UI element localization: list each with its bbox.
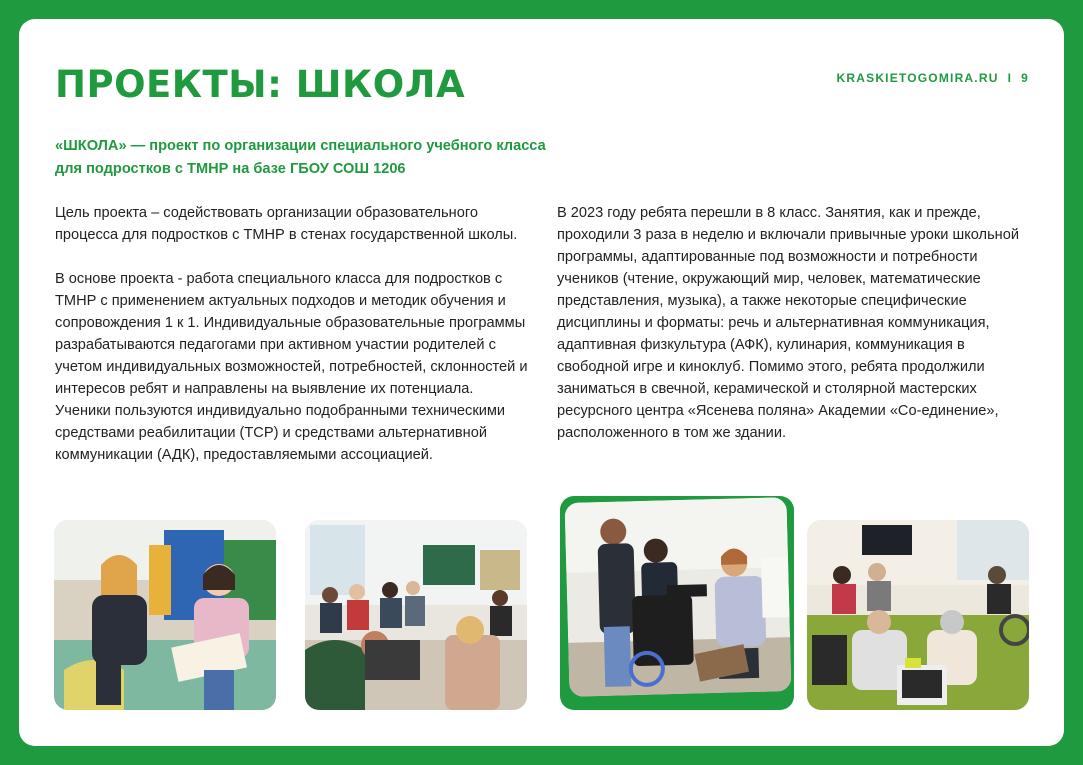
left-paragraph-2: В основе проекта - работа специального класса для подростков с ТМНР с применением актуальных подходов и методик обучения и сопровождения 1 к 1. Индивидуальные образовательные программы разрабатываются педагогами при активном участии родителей с учетом индивидуальных возможностей, потребностей, склонностей и интересов ребят и направлены на выявление их потенциала. Ученики пользуются индивидуально подобранными техническими средствами реабилитации (ТСР) и средствами альтернативной коммуникации (АДК), предоставляемыми ассоциацией. xyxy=(55,271,528,463)
left-paragraph-1: Цель проекта – содействовать организации образовательного процесса для подростков с ТМНР в стенах государственной школы. xyxy=(55,205,518,243)
right-paragraph-1: В 2023 году ребята перешли в 8 класс. Занятия, как и прежде, проходили 3 раза в неделю и включали привычные уроки школьной программы, адаптированные под возможности и потребности учеников (чтение, окружающий мир, человек, математические представления, музыка), а также некоторые специфические дисциплины и форматы: речь и альтернативная коммуникация, адаптивная физкультура (АФК), кулинария, коммуникация в свободной игре и киноклуб. Помимо этого, ребята продолжили заниматься в свечной, керамической и столярной мастерских ресурсного центра «Ясенева поляна» Академии «Со-единение», расположенного в том же здании. xyxy=(557,205,1019,441)
photo-reading-book xyxy=(54,520,276,710)
site-url: KRASKIETOGOMIRA.RU xyxy=(836,71,999,85)
photo-classroom xyxy=(305,520,527,710)
header-separator: I xyxy=(1007,71,1013,85)
document-page xyxy=(19,19,1064,746)
lead-paragraph xyxy=(55,135,565,181)
page-number: 9 xyxy=(1021,71,1029,85)
lead-line-2: для подростков с ТМНР на базе ГБОУ СОШ 1206 xyxy=(55,161,406,177)
photo-wheelchair-activity xyxy=(564,497,791,697)
lead-line-1: «ШКОЛА» — проект по организации специального учебного класса xyxy=(55,138,546,154)
page-title: ПРОЕКТЫ: ШКОЛА xyxy=(55,63,466,106)
photo-group-activity xyxy=(807,520,1029,710)
running-header xyxy=(837,71,1029,85)
right-column xyxy=(557,202,1035,466)
left-column xyxy=(55,202,533,488)
